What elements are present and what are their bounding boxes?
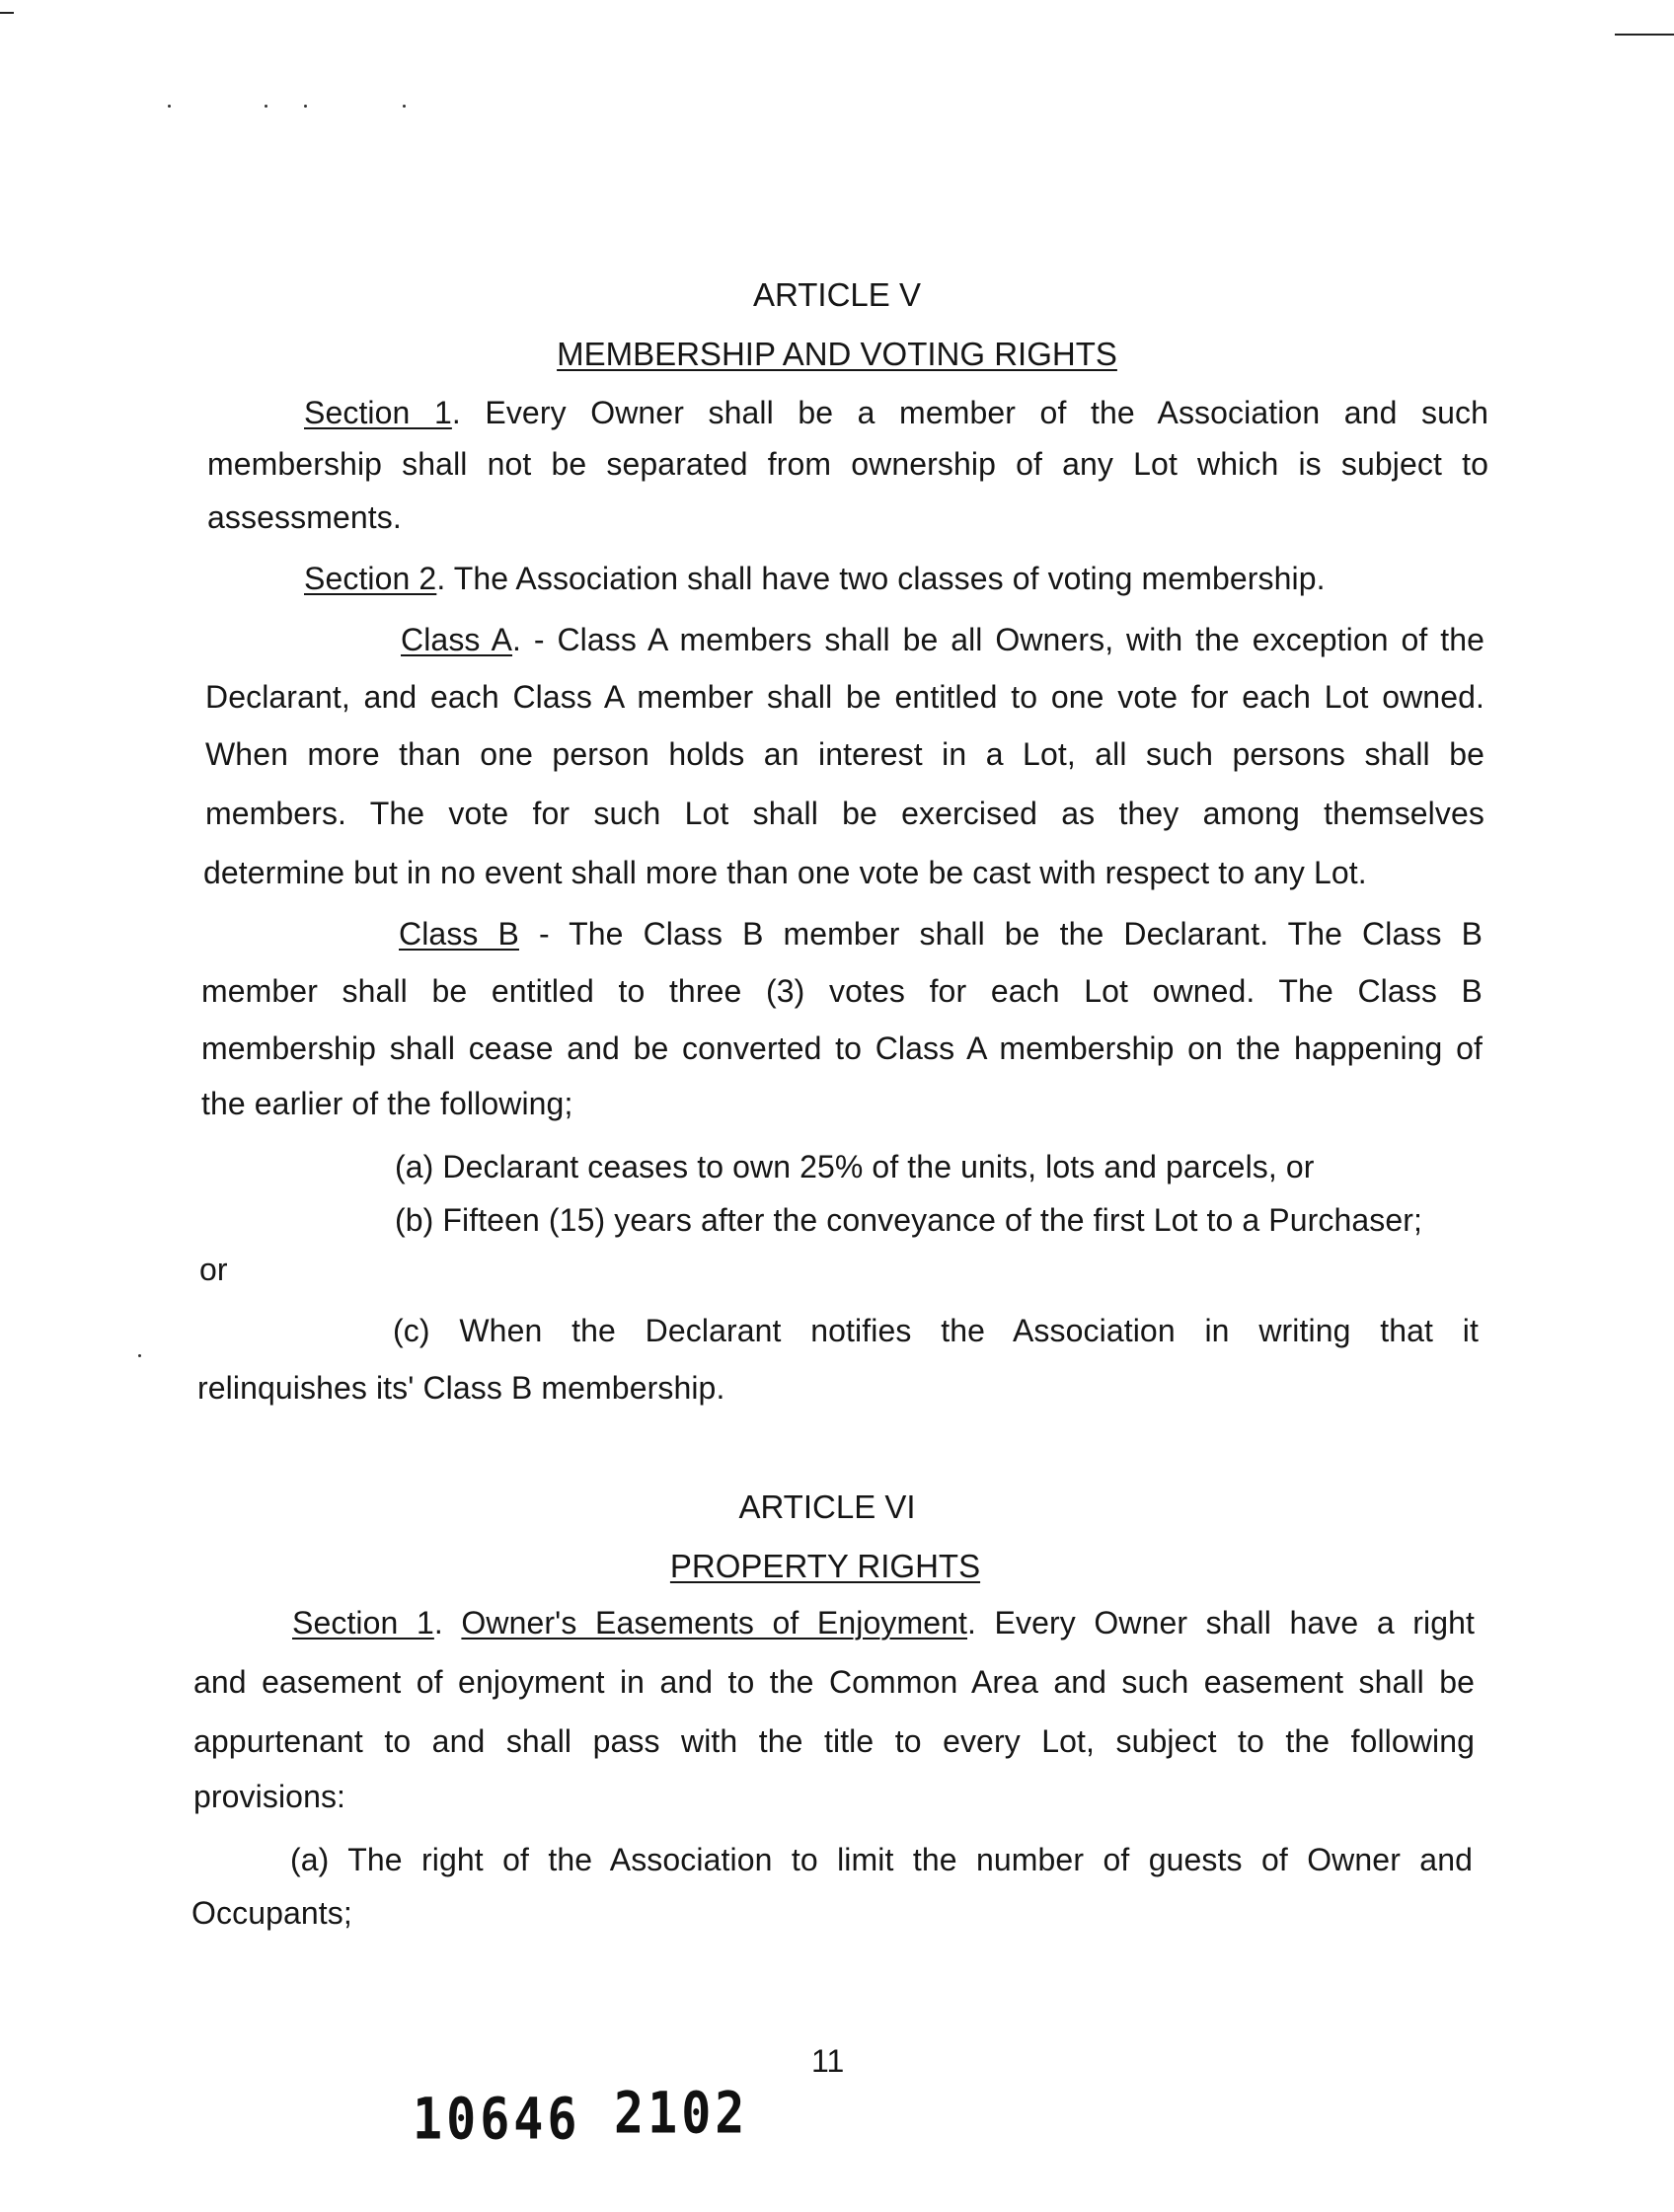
a5-classa-label: Class A — [401, 622, 513, 657]
article-v-title: ARTICLE V — [753, 276, 921, 313]
a6-s1-line2: and easement of enjoyment in and to the Common Area and such easement shall be — [193, 1664, 1475, 1700]
page-number: 11 — [811, 2043, 845, 2079]
recording-stamp-page: 2102 — [614, 2080, 749, 2147]
a5-classb-line1 — [399, 916, 1483, 953]
a6-section1-heading: Owner's Easements of Enjoyment — [461, 1605, 968, 1640]
a6-s1-line3: appurtenant to and shall pass with the title to every Lot, subject to the following — [193, 1723, 1475, 1759]
a5-classb-line2: member shall be entitled to three (3) votes for each Lot owned. The Class B — [201, 973, 1483, 1009]
a5-item-b: (b) Fifteen (15) years after the conveyance of the first Lot to a Purchaser; — [395, 1202, 1422, 1238]
a6-item-a-line1: (a) The right of the Association to limit the number of guests of Owner and — [290, 1842, 1473, 1877]
a6-s1-line1 — [292, 1605, 1475, 1641]
a6-section1-sep: . — [433, 1605, 462, 1640]
a5-or: or — [199, 1252, 228, 1287]
a5-section1-label: Section 1 — [304, 395, 452, 430]
article-vi-subtitle — [0, 1548, 1662, 1585]
article-v-subtitle — [0, 336, 1674, 373]
scan-speck — [168, 105, 171, 108]
a5-classa-line5: determine but in no event shall more than one vote be cast with respect to any Lot. — [203, 855, 1367, 890]
a5-s1-line2: membership shall not be separated from ownership of any Lot which is subject to — [207, 446, 1488, 482]
a6-s1-line4: provisions: — [193, 1779, 346, 1814]
a5-item-a: (a) Declarant ceases to own 25% of the units, lots and parcels, or — [395, 1149, 1315, 1184]
a6-item-a-line2: Occupants; — [191, 1895, 352, 1931]
a5-classb-label: Class B — [399, 916, 519, 952]
a5-classb-line3: membership shall cease and be converted to Class A membership on the happening of — [201, 1030, 1483, 1066]
scan-speck — [265, 105, 267, 108]
a5-classa-text1: . - Class A members shall be all Owners, with the exception of the — [512, 622, 1484, 657]
a6-s1-text1: . Every Owner shall have a right — [967, 1605, 1476, 1640]
scan-speck — [304, 105, 307, 108]
article-vi-subtitle-text: PROPERTY RIGHTS — [669, 1548, 981, 1584]
a5-classa-line2: Declarant, and each Class A member shall be entitled to one vote for each Lot owned. — [205, 679, 1484, 715]
a5-item-c-line2: relinquishes its' Class B membership. — [197, 1370, 725, 1406]
a5-s1-text1: . Every Owner shall be a member of the Association and such — [451, 395, 1488, 430]
article-v-subtitle-text: MEMBERSHIP AND VOTING RIGHTS — [557, 336, 1117, 372]
a5-section2-label: Section 2 — [304, 561, 437, 596]
scan-speck — [138, 1354, 141, 1357]
scan-edge-mark — [1615, 34, 1674, 36]
scan-edge-mark — [0, 12, 14, 14]
a5-classa-line4: members. The vote for such Lot shall be exercised as they among themselves — [205, 796, 1484, 831]
a5-s2-line — [304, 561, 1326, 597]
scan-speck — [403, 105, 406, 108]
a5-s1-line1 — [304, 395, 1488, 431]
a5-classa-line3: When more than one person holds an interest in a Lot, all such persons shall be — [205, 736, 1484, 772]
a5-s1-line3: assessments. — [207, 499, 402, 535]
a5-item-c-line1: (c) When the Declarant notifies the Association in writing that it — [393, 1313, 1479, 1348]
a5-s2-text: . The Association shall have two classes of voting membership. — [436, 561, 1326, 596]
recording-stamp-book: 10646 — [413, 2086, 581, 2153]
a5-classa-line1 — [401, 622, 1484, 658]
a6-section1-label: Section 1 — [292, 1605, 434, 1640]
article-vi-title: ARTICLE VI — [738, 1488, 916, 1525]
a5-classb-text1: - The Class B member shall be the Declarant. The Class B — [518, 916, 1484, 952]
a5-classb-line4: the earlier of the following; — [201, 1086, 573, 1121]
